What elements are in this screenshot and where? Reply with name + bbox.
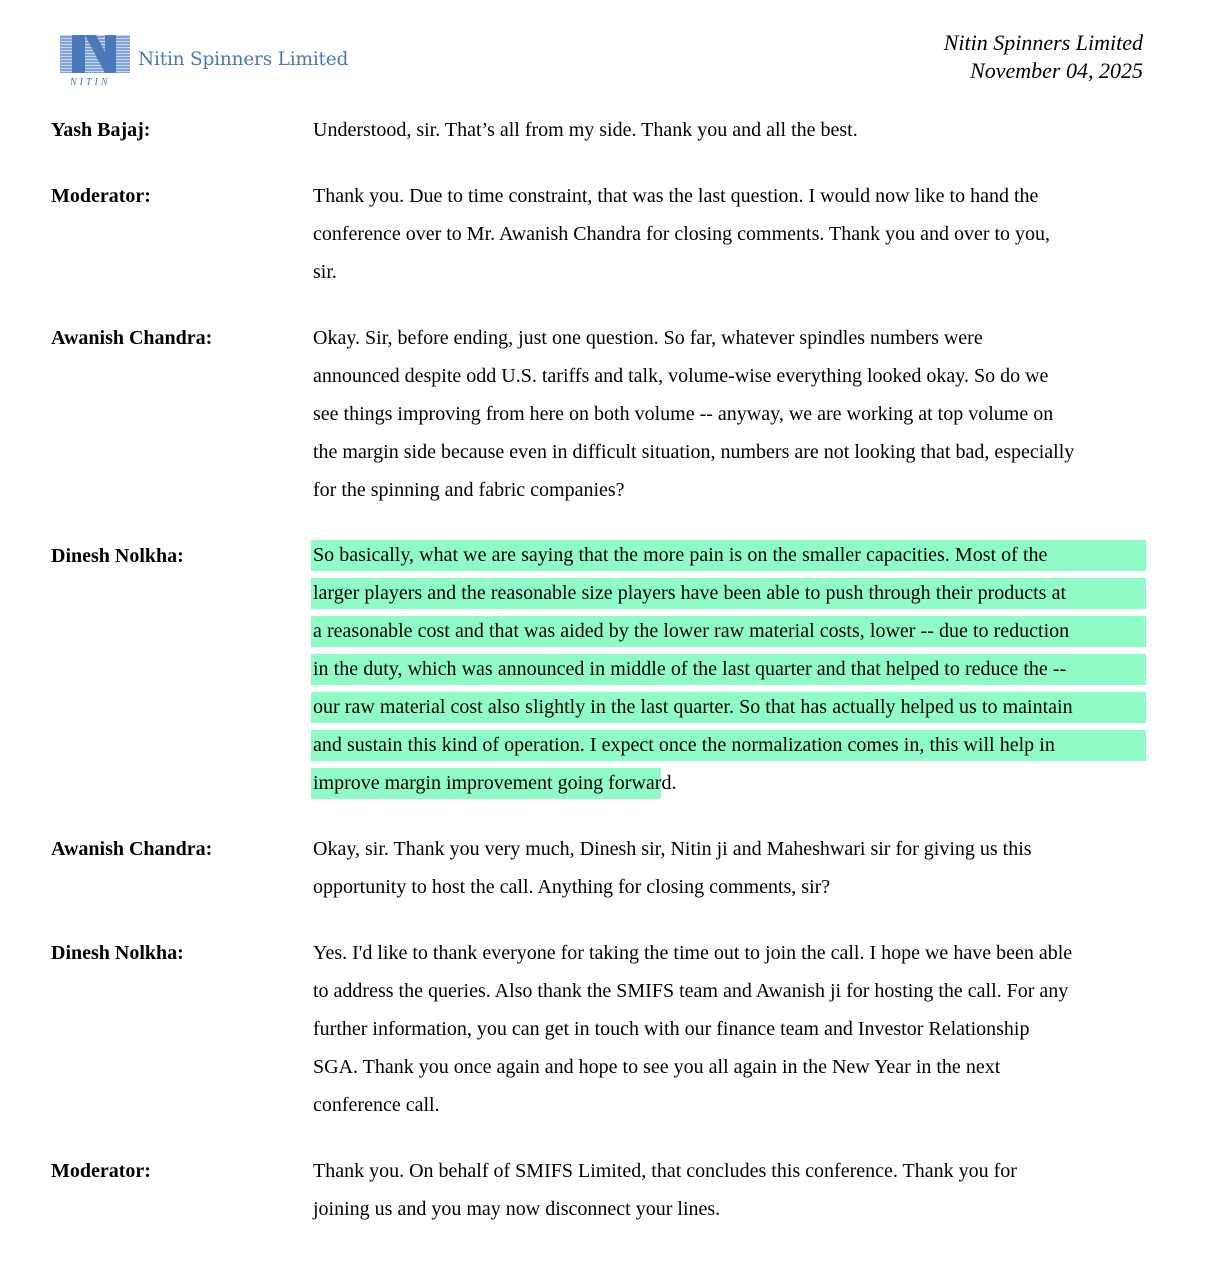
unhighlighted-fragment: d. — [661, 772, 677, 794]
speaker-name: Moderator: — [51, 1160, 151, 1182]
speech-line: Okay. Sir, before ending, just one question. So far, whatever spindles numbers were — [313, 327, 983, 349]
speech-line: sir. — [313, 261, 337, 283]
speech-line: for the spinning and fabric companies? — [313, 479, 625, 501]
page-header — [0, 0, 1228, 100]
partially-highlighted-line — [311, 768, 1146, 799]
speech-line: SGA. Thank you once again and hope to see you all again in the New Year in the next — [313, 1056, 1001, 1078]
speech-line: Yes. I'd like to thank everyone for taking the time out to join the call. I hope we have been able — [313, 942, 1073, 964]
speaker-name: Dinesh Nolkha: — [51, 545, 184, 567]
speech-text — [313, 934, 1146, 1124]
speech-line: the margin side because even in difficult situation, numbers are not looking that bad, especially — [313, 441, 1075, 463]
speech-line: Okay, sir. Thank you very much, Dinesh sir, Nitin ji and Maheshwari sir for giving us this — [313, 838, 1032, 860]
speech-line: further information, you can get in touch with our finance team and Investor Relationship — [313, 1018, 1030, 1040]
speech-line: to address the queries. Also thank the SMIFS team and Awanish ji for hosting the call. For any — [313, 980, 1069, 1002]
logo-subtext: NITIN — [70, 77, 111, 88]
speech-line: announced despite odd U.S. tariffs and talk, volume-wise everything looked okay. So do we — [313, 365, 1049, 387]
speech-text — [313, 830, 1146, 906]
speech-line: joining us and you may now disconnect your lines. — [313, 1198, 721, 1220]
highlighted-line: and sustain this kind of operation. I expect once the normalization comes in, this will help in — [311, 730, 1146, 761]
speaker-name: Dinesh Nolkha: — [51, 942, 184, 964]
speaker-name: Awanish Chandra: — [51, 327, 213, 349]
highlighted-fragment: improve margin improvement going forwar — [311, 768, 661, 799]
speech-line: opportunity to host the call. Anything for closing comments, sir? — [313, 876, 831, 898]
speech-line: conference call. — [313, 1094, 440, 1116]
company-logo — [58, 33, 348, 91]
speech-text — [313, 1152, 1146, 1228]
highlighted-line: larger players and the reasonable size players have been able to push through their products at — [311, 578, 1146, 609]
speaker-name: Yash Bajaj: — [51, 119, 151, 141]
speech-line: see things improving from here on both volume -- anyway, we are working at top volume on — [313, 403, 1054, 425]
highlighted-line: a reasonable cost and that was aided by the lower raw material costs, lower -- due to reduction — [311, 616, 1146, 647]
speaker-name: Moderator: — [51, 185, 151, 207]
speech-text-highlighted — [313, 540, 1146, 806]
header-company-name: Nitin Spinners Limited — [943, 30, 1143, 55]
highlighted-line: our raw material cost also slightly in the last quarter. So that has actually helped us to maintain — [311, 692, 1146, 723]
logo-company-name: Nitin Spinners Limited — [138, 49, 349, 70]
highlighted-line: So basically, what we are saying that the more pain is on the smaller capacities. Most of the — [311, 540, 1146, 571]
speech-text — [313, 111, 1146, 149]
speech-text — [313, 319, 1146, 509]
speech-line: Understood, sir. That’s all from my side. Thank you and all the best. — [313, 119, 858, 141]
speech-line: Thank you. Due to time constraint, that was the last question. I would now like to hand the — [313, 185, 1039, 207]
header-meta — [944, 29, 1143, 85]
nitin-logo-icon — [58, 33, 132, 91]
speech-text — [313, 177, 1146, 291]
speaker-name: Awanish Chandra: — [51, 838, 213, 860]
speech-line: Thank you. On behalf of SMIFS Limited, that concludes this conference. Thank you for — [313, 1160, 1017, 1182]
header-date: November 04, 2025 — [970, 58, 1143, 83]
speech-line: conference over to Mr. Awanish Chandra for closing comments. Thank you and over to you, — [313, 223, 1051, 245]
highlighted-line: in the duty, which was announced in middle of the last quarter and that helped to reduce the -- — [311, 654, 1146, 685]
